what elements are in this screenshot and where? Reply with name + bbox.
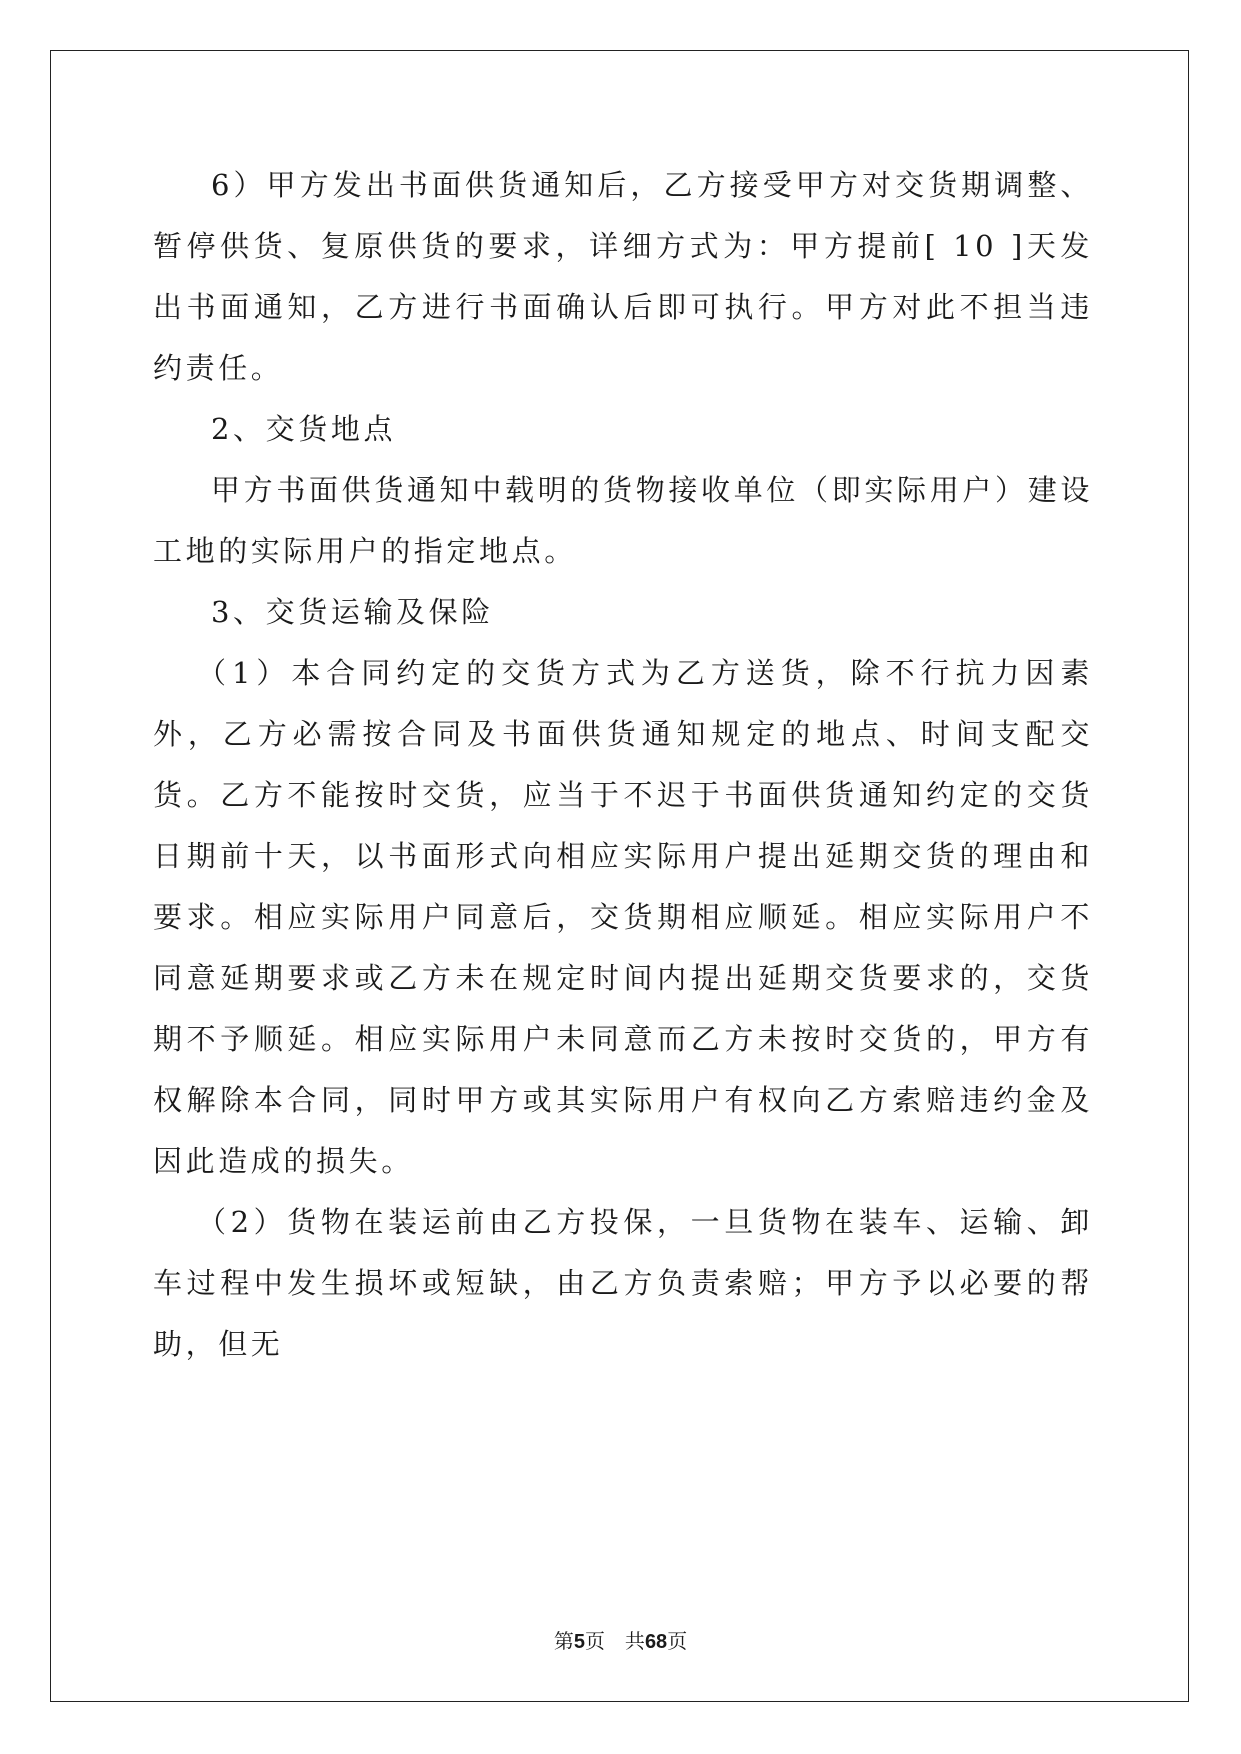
page-footer bbox=[0, 1625, 1241, 1654]
heading-transport-insurance: 3、交货运输及保险 bbox=[211, 595, 494, 629]
footer-suffix: 页 bbox=[667, 1629, 688, 1653]
paragraph-delivery-adjustment: 6）甲方发出书面供货通知后，乙方接受甲方对交货期调整、暂停供货、复原供货的要求，详细方式为：甲方提前[ 10 ]天发出书面通知，乙方进行书面确认后即可执行。甲方对此不担当违约责任。 bbox=[153, 168, 1093, 385]
heading-delivery-location: 2、交货地点 bbox=[211, 412, 397, 446]
paragraph-insurance: （2）货物在装运前由乙方投保，一旦货物在装车、运输、卸车过程中发生损坏或短缺，由乙方负责索赔；甲方予以必要的帮助，但无 bbox=[153, 1205, 1093, 1361]
footer-page-number: 5 bbox=[573, 1631, 585, 1653]
paragraph-delivery-location: 甲方书面供货通知中载明的货物接收单位（即实际用户）建设工地的实际用户的指定地点。 bbox=[153, 473, 1093, 568]
footer-middle: 页 共 bbox=[584, 1629, 645, 1653]
footer-total-pages: 68 bbox=[644, 1631, 668, 1653]
paragraph-delivery-method: （1）本合同约定的交货方式为乙方送货，除不行抗力因素外，乙方必需按合同及书面供货通知规定的地点、时间支配交货。乙方不能按时交货，应当于不迟于书面供货通知约定的交货日期前十天，以书面形式向相应实际用户提出延期交货的理由和要求。相应实际用户同意后，交货期相应顺延。相应实际用户不同意延期要求或乙方未在规定时间内提出延期交货要求的，交货期不予顺延。相应实际用户未同意而乙方未按时交货的，甲方有权解除本合同，同时甲方或其实际用户有权向乙方索赔违约金及因此造成的损失。 bbox=[153, 656, 1093, 1178]
document-body bbox=[153, 155, 1093, 1375]
footer-prefix: 第 bbox=[553, 1629, 574, 1653]
